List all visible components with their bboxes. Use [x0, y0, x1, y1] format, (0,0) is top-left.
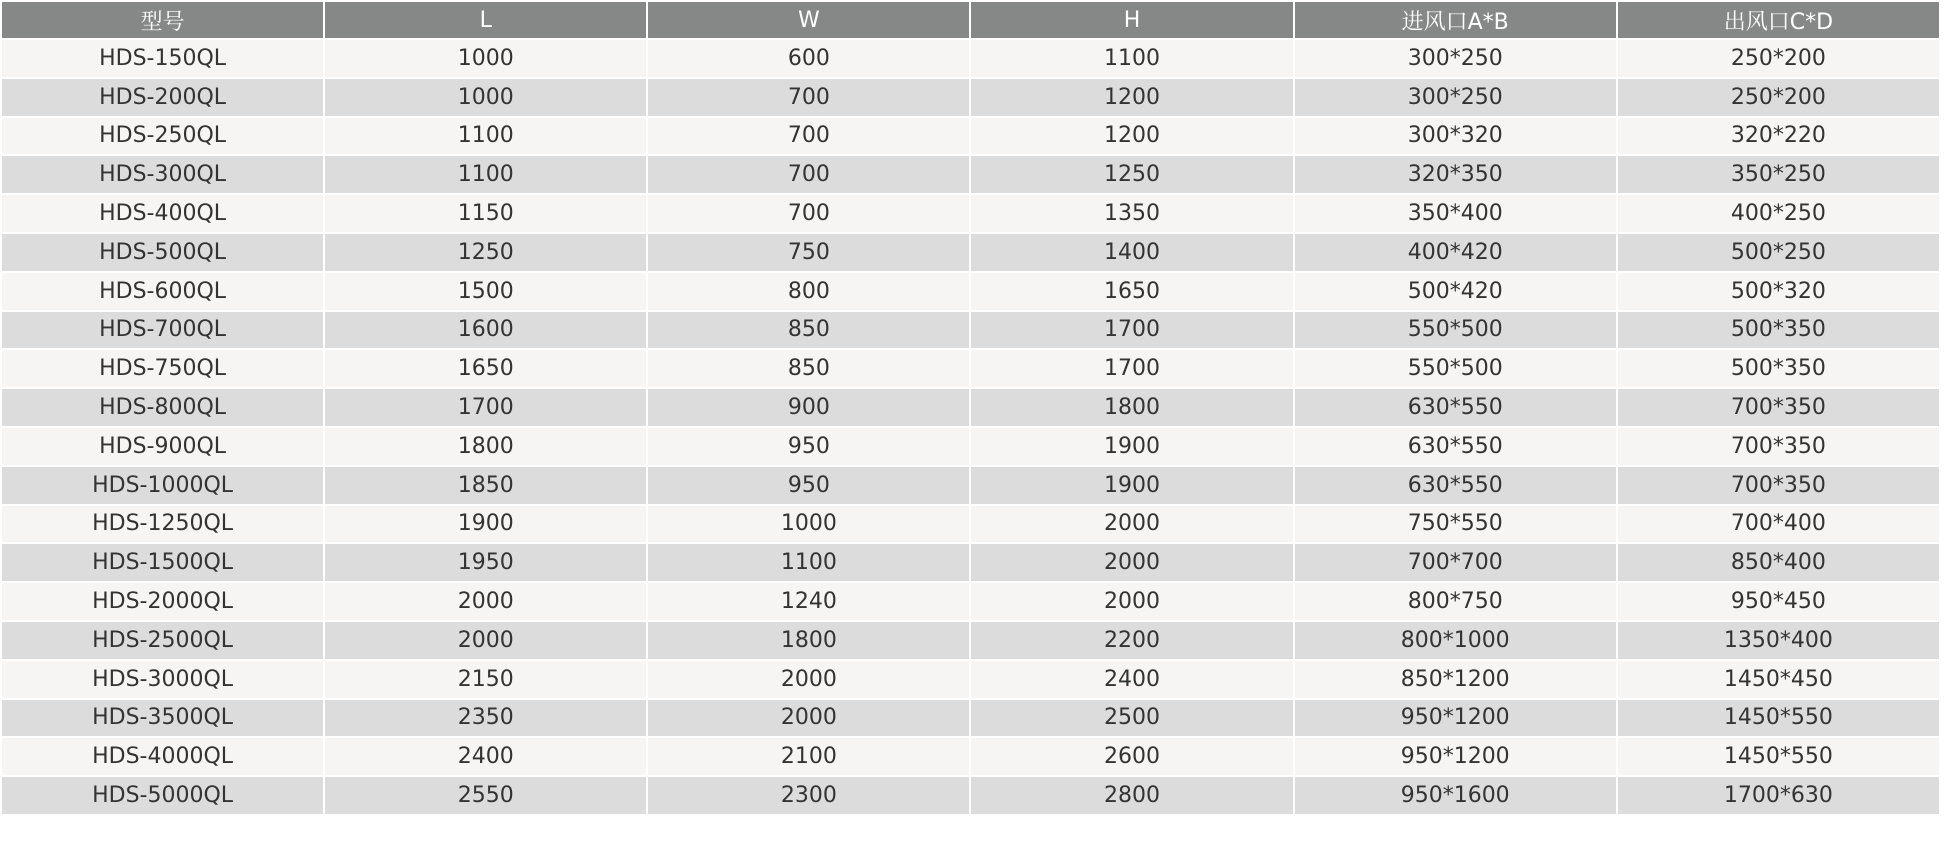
cell-length: 2400: [325, 738, 646, 775]
cell-height: 1900: [971, 428, 1292, 465]
cell-outlet: 700*350: [1618, 428, 1939, 465]
cell-model: HDS-800QL: [2, 389, 323, 426]
cell-length: 1000: [325, 40, 646, 77]
cell-width: 700: [648, 156, 969, 193]
cell-inlet: 550*500: [1295, 350, 1616, 387]
cell-width: 2100: [648, 738, 969, 775]
table-row: [2, 195, 1939, 232]
cell-width: 600: [648, 40, 969, 77]
cell-width: 700: [648, 79, 969, 116]
cell-width: 950: [648, 467, 969, 504]
cell-height: 1650: [971, 273, 1292, 310]
cell-model: HDS-400QL: [2, 195, 323, 232]
cell-model: HDS-600QL: [2, 273, 323, 310]
cell-length: 1800: [325, 428, 646, 465]
cell-height: 1700: [971, 350, 1292, 387]
cell-height: 2000: [971, 506, 1292, 543]
cell-width: 700: [648, 195, 969, 232]
cell-inlet: 750*550: [1295, 506, 1616, 543]
cell-height: 2600: [971, 738, 1292, 775]
table-row: [2, 156, 1939, 193]
cell-inlet: 630*550: [1295, 389, 1616, 426]
cell-model: HDS-3500QL: [2, 700, 323, 737]
cell-length: 1250: [325, 234, 646, 271]
cell-inlet: 300*250: [1295, 40, 1616, 77]
cell-width: 750: [648, 234, 969, 271]
cell-width: 1240: [648, 583, 969, 620]
cell-inlet: 400*420: [1295, 234, 1616, 271]
header-length: L: [325, 2, 646, 38]
cell-width: 850: [648, 312, 969, 349]
header-row: [2, 2, 1939, 38]
cell-height: 1700: [971, 312, 1292, 349]
cell-length: 2350: [325, 700, 646, 737]
header-model: 型号: [2, 2, 323, 38]
cell-model: HDS-1250QL: [2, 506, 323, 543]
table-header: [2, 2, 1939, 38]
cell-height: 1900: [971, 467, 1292, 504]
cell-inlet: 800*750: [1295, 583, 1616, 620]
cell-model: HDS-2500QL: [2, 622, 323, 659]
table-row: [2, 40, 1939, 77]
cell-height: 1350: [971, 195, 1292, 232]
table-row: [2, 118, 1939, 155]
cell-inlet: 630*550: [1295, 467, 1616, 504]
table-row: [2, 273, 1939, 310]
table-row: [2, 738, 1939, 775]
table-row: [2, 622, 1939, 659]
cell-height: 1100: [971, 40, 1292, 77]
cell-height: 1200: [971, 79, 1292, 116]
table-row: [2, 700, 1939, 737]
cell-inlet: 950*1600: [1295, 777, 1616, 814]
table-row: [2, 350, 1939, 387]
cell-outlet: 250*200: [1618, 79, 1939, 116]
cell-model: HDS-4000QL: [2, 738, 323, 775]
cell-model: HDS-1500QL: [2, 544, 323, 581]
cell-length: 2150: [325, 661, 646, 698]
cell-length: 2000: [325, 622, 646, 659]
cell-outlet: 400*250: [1618, 195, 1939, 232]
cell-inlet: 950*1200: [1295, 738, 1616, 775]
cell-inlet: 950*1200: [1295, 700, 1616, 737]
cell-outlet: 320*220: [1618, 118, 1939, 155]
cell-inlet: 550*500: [1295, 312, 1616, 349]
cell-length: 1100: [325, 118, 646, 155]
cell-outlet: 700*400: [1618, 506, 1939, 543]
cell-model: HDS-700QL: [2, 312, 323, 349]
cell-length: 1600: [325, 312, 646, 349]
cell-outlet: 1700*630: [1618, 777, 1939, 814]
cell-height: 1200: [971, 118, 1292, 155]
table-body: [2, 40, 1939, 814]
cell-inlet: 630*550: [1295, 428, 1616, 465]
cell-model: HDS-2000QL: [2, 583, 323, 620]
cell-height: 2800: [971, 777, 1292, 814]
cell-inlet: 300*320: [1295, 118, 1616, 155]
cell-outlet: 1350*400: [1618, 622, 1939, 659]
table-row: [2, 544, 1939, 581]
cell-outlet: 350*250: [1618, 156, 1939, 193]
cell-length: 1950: [325, 544, 646, 581]
cell-outlet: 700*350: [1618, 389, 1939, 426]
cell-inlet: 300*250: [1295, 79, 1616, 116]
cell-model: HDS-150QL: [2, 40, 323, 77]
header-height: H: [971, 2, 1292, 38]
header-width: W: [648, 2, 969, 38]
cell-model: HDS-300QL: [2, 156, 323, 193]
cell-width: 950: [648, 428, 969, 465]
cell-width: 850: [648, 350, 969, 387]
table-row: [2, 467, 1939, 504]
cell-length: 1700: [325, 389, 646, 426]
cell-height: 2400: [971, 661, 1292, 698]
cell-outlet: 500*350: [1618, 350, 1939, 387]
cell-height: 2500: [971, 700, 1292, 737]
cell-length: 1850: [325, 467, 646, 504]
cell-length: 1500: [325, 273, 646, 310]
cell-width: 2000: [648, 700, 969, 737]
header-inlet: 进风口A*B: [1295, 2, 1616, 38]
cell-width: 2300: [648, 777, 969, 814]
cell-width: 1100: [648, 544, 969, 581]
cell-outlet: 500*250: [1618, 234, 1939, 271]
cell-width: 1000: [648, 506, 969, 543]
cell-height: 2200: [971, 622, 1292, 659]
cell-height: 1800: [971, 389, 1292, 426]
cell-length: 1150: [325, 195, 646, 232]
table-row: [2, 79, 1939, 116]
cell-height: 2000: [971, 544, 1292, 581]
cell-length: 1900: [325, 506, 646, 543]
cell-outlet: 500*320: [1618, 273, 1939, 310]
table-row: [2, 234, 1939, 271]
cell-outlet: 850*400: [1618, 544, 1939, 581]
cell-inlet: 700*700: [1295, 544, 1616, 581]
cell-model: HDS-5000QL: [2, 777, 323, 814]
cell-height: 1250: [971, 156, 1292, 193]
cell-outlet: 1450*550: [1618, 700, 1939, 737]
cell-length: 2550: [325, 777, 646, 814]
cell-model: HDS-750QL: [2, 350, 323, 387]
cell-model: HDS-3000QL: [2, 661, 323, 698]
cell-outlet: 1450*450: [1618, 661, 1939, 698]
cell-width: 900: [648, 389, 969, 426]
cell-length: 2000: [325, 583, 646, 620]
cell-width: 700: [648, 118, 969, 155]
header-outlet: 出风口C*D: [1618, 2, 1939, 38]
cell-inlet: 800*1000: [1295, 622, 1616, 659]
cell-outlet: 500*350: [1618, 312, 1939, 349]
cell-outlet: 1450*550: [1618, 738, 1939, 775]
cell-outlet: 950*450: [1618, 583, 1939, 620]
cell-width: 1800: [648, 622, 969, 659]
cell-inlet: 500*420: [1295, 273, 1616, 310]
cell-outlet: 250*200: [1618, 40, 1939, 77]
cell-inlet: 350*400: [1295, 195, 1616, 232]
cell-height: 2000: [971, 583, 1292, 620]
cell-model: HDS-200QL: [2, 79, 323, 116]
cell-inlet: 320*350: [1295, 156, 1616, 193]
cell-length: 1100: [325, 156, 646, 193]
table-row: [2, 312, 1939, 349]
cell-model: HDS-1000QL: [2, 467, 323, 504]
cell-width: 800: [648, 273, 969, 310]
cell-length: 1000: [325, 79, 646, 116]
table-row: [2, 661, 1939, 698]
cell-outlet: 700*350: [1618, 467, 1939, 504]
cell-width: 2000: [648, 661, 969, 698]
table-row: [2, 777, 1939, 814]
table-row: [2, 506, 1939, 543]
table-row: [2, 428, 1939, 465]
cell-length: 1650: [325, 350, 646, 387]
table-row: [2, 389, 1939, 426]
cell-height: 1400: [971, 234, 1292, 271]
cell-model: HDS-500QL: [2, 234, 323, 271]
cell-model: HDS-250QL: [2, 118, 323, 155]
cell-model: HDS-900QL: [2, 428, 323, 465]
cell-inlet: 850*1200: [1295, 661, 1616, 698]
table-row: [2, 583, 1939, 620]
